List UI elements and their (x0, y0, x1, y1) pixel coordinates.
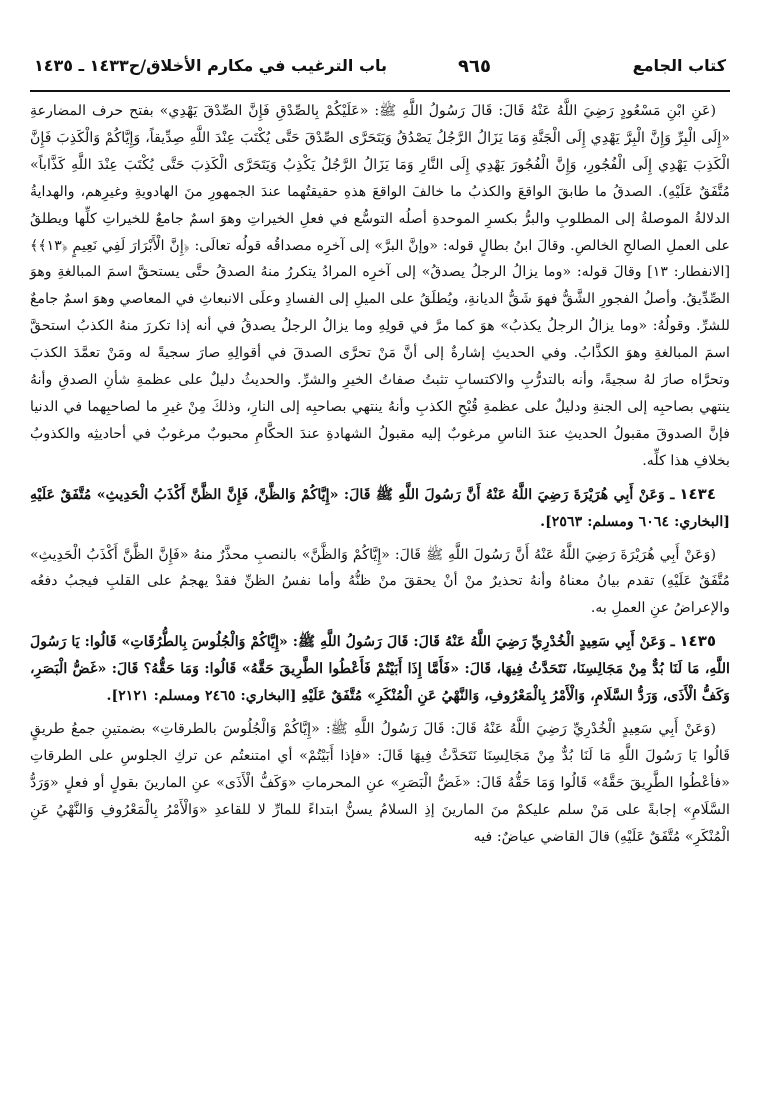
page-body (30, 98, 730, 850)
hadith-1434 (30, 481, 730, 536)
paragraph-text: (وَعَنْ أَبِي سَعِيدٍ الْخُدْرِيِّ رَضِيَ اللَّهُ عَنْهُ قَالَ: قَالَ رَسُولُ اللَّهِ ﷺ: «إِيَّاكُمْ وَالْجُلُوسَ بالطرقاتِ» بضمتينِ جمعُ طريقٍ قَالُوا يَا رَسُولَ اللَّهِ مَا لَنَا بُدٌّ مِنْ مَجَالِسِنَا نَتَحَدَّثُ فِيهَا قَالَ: «فإذا أَبَيْتُمْ» أي امتنعتُم عن تركِ الجلوسِ على الطرقاتِ «فأعْطُوا الطَّرِيقَ حَقَّهُ» قَالُوا وَمَا حَقُّهُ قَالَ: «غَضُّ الْبَصَرِ» عنِ المحرماتِ «وَكَفُّ الْأَذَى» عنِ المارينَ بقولٍ أو فعلٍ «وَرَدُّ السَّلَامِ» إجابةً على مَنْ سلم عليكمْ منَ المارينَ إذِ السلامُ يسنُّ ابتداءً للمارِّ لا للقاعدِ «وَالْأَمْرُ بِالْمَعْرُوفِ وَالنَّهْيُ عَنِ الْمُنْكَرِ» مُتَّفَقٌ عَلَيْهِ) قالَ القاضي عياضٌ: فيه (30, 720, 730, 845)
hadith-number: ١٤٣٤ (679, 484, 716, 503)
paragraph-text: (وَعَنْ أَبِي هُرَيْرَةَ رَضِيَ اللَّهُ عَنْهُ أَنَّ رَسُولَ اللَّهِ ﷺ قَالَ: «إِيَّاكُمْ وَالظَّنَّ» بالنصبِ محذَّرٌ منهُ «فَإِنَّ الظَّنَّ أَكْذَبُ الْحَدِيثِ» مُتَّفَقٌ عَلَيْهِ) تقدم بيانُ معناهُ وأنهُ تحذيرٌ منْ أنْ يحققَ منْ ظنُّهُ وأما نفسُ الظنِّ فقدْ يهجمُ على القلبِ فيجبُ دفعُه والإعراضُ عنِ العملِ به. (30, 546, 730, 617)
header-divider (30, 90, 730, 92)
hadith-number: ١٤٣٥ (679, 632, 717, 651)
paragraph-text: (عَنِ ابْنِ مَسْعُودٍ رَضِيَ اللَّهُ عَنْهُ قَالَ: قَالَ رَسُولُ اللَّهِ ﷺ: «عَلَيْكُمْ بِالصِّدْقِ فَإِنَّ الصِّدْقَ يَهْدِي» بفتح حرف المضارعةِ «إِلَى الْبِرِّ وَإِنَّ الْبِرَّ يَهْدِي إِلَى الْجَنَّةِ وَمَا يَزَالُ الرَّجُلُ يَصْدُقُ وَيَتَحَرَّى الصِّدْقَ حَتَّى يُكْتَبَ عِنْدَ اللَّهِ صِدِّيقاً، وَإِيَّاكُمْ وَالْكَذِبَ فَإِنَّ الْكَذِبَ يَهْدِي إِلَى الْفُجُورِ، وَإِنَّ الْفُجُورَ يَهْدِي إِلَى النَّارِ وَمَا يَزَالُ الرَّجُلُ يَكْذِبُ وَيَتَحَرَّى الْكَذِبَ حَتَّى يُكْتَبَ عِنْدَ اللَّهِ كَذَّاباً» مُتَّفَقٌ عَلَيْهِ). الصدقُ ما طابقَ الواقعَ والكذبُ ما خالفَ الواقعَ هذهِ حقيقتُهما عندَ الجمهورِ منَ الهادويةِ وغيرِهم، والهدايةُ الدلالةُ الموصلةُ إلى المطلوبِ والبرُّ بكسرِ الموحدةِ أصلُه التوسُّع في فعلِ الخيراتِ وهوَ اسمٌ جامعٌ للخيراتِ كلِّها ويطلقُ على العملِ الصالحِ الخالصِ. وقالَ ابنُ بطالٍ قوله: «وإنَّ البرَّ» إلى آخرِه مصداقُه قولُه تعالَى: ﴿إِنَّ الْأَبْرَارَ لَفِي نَعِيمٍ ﴿١٣﴾﴾ [الانفطار: ١٣] وقالَ قوله: «وما يزالُ الرجلُ يصدقُ» إلى آخرِه المرادُ يتكررُ منهُ الصدقُ حتَّى يستحقَّ اسمَ المبالغةِ وهوَ الصِّدِّيقُ. وأصلُ الفجورِ الشَّقُّ فهوَ شَقُّ الديانةِ، ويُطلَقُ على الميلِ إلى الفسادِ وعلَى الانبعاثِ في المعاصي وهوَ اسمٌ جامعٌ للشرِّ. وقولُهُ: «وما يزالُ الرجلُ يكذبُ» هوَ كما مرَّ في قولِهِ وما يزالُ الرجلُ يصدقُ في أنه إذا تكررَ منهُ الكذبُ استحقَّ اسمَ المبالغةِ وهوَ الكذَّابُ. وفي الحديثِ إشارةٌ إلى أنَّ مَنْ تحرَّى الصدقَ في أقوالِهِ صارَ سجيةً له ومَنْ تعمَّدَ الكذبَ وتحرَّاه صارَ لهُ سجيةً، وأنه بالتدرُّبِ والاكتسابِ تثبتُ صفاتُ الخيرِ والشرِّ. والحديثُ دليلٌ على عظمةِ شأنِ الصدقِ وأنهُ ينتهي بصاحبِه إلى الجنةِ ودليلٌ على عظمةِ قُبْحِ الكذبِ وأنهُ ينتهي بصاحبِه إلى النارِ، وذلكَ مِنْ غيرِ ما لصاحبِهما في الدنيا فإنَّ الصدوقَ مقبولُ الحديثِ عندَ الناسِ مرغوبٌ إليه مقبولُ الشهادةِ عندَ الحكَّامِ محبوبٌ مرغوبٌ في أحاديثِه والكذوبُ بخلافِ هذا كلِّه. (30, 103, 730, 469)
running-header (34, 52, 726, 82)
commentary-paragraph-abu-said (30, 716, 730, 851)
page-number: ٩٦٥ (458, 56, 491, 77)
header-book-title: كتاب الجامع (632, 56, 726, 75)
hadith-text: ـ وَعَنْ أَبِي هُرَيْرَةَ رَضِيَ اللَّهُ عَنْهُ أَنَّ رَسُولَ اللَّهِ ﷺ قَالَ: «إِيَّاكُمْ وَالظَّنَّ، فَإِنَّ الظَّنَّ أَكْذَبُ الْحَدِيثِ» مُتَّفَقٌ عَلَيْهِ [البخاري: ٦٠٦٤ ومسلم: ٢٥٦٣]. (30, 486, 730, 530)
hadith-text: ـ وَعَنْ أَبِي سَعِيدٍ الْخُدْرِيِّ رَضِيَ اللَّهُ عَنْهُ قَالَ: قَالَ رَسُولُ اللَّهِ ﷺ: «إِيَّاكُمْ وَالْجُلُوسَ بِالطُّرُقَاتِ» قَالُوا: يَا رَسُولَ اللَّهِ، مَا لَنَا بُدٌّ مِنْ مَجَالِسِنَا، نَتَحَدَّثُ فِيهَا، قَالَ: «فَأَمَّا إِذَا أَبَيْتُمْ فَأَعْطُوا الطَّرِيقَ حَقَّهُ» قَالُوا: وَمَا حَقُّهُ؟ قَالَ: «غَضُّ الْبَصَرِ، وَكَفُّ الْأَذَى، وَرَدُّ السَّلَامِ، وَالْأَمْرُ بِالْمَعْرُوفِ، وَالنَّهْيُ عَنِ الْمُنْكَرِ» مُتَّفَقٌ عَلَيْهِ [البخاري: ٢٤٦٥ ومسلم: ٢١٢١]. (30, 634, 730, 705)
header-chapter-title: باب الترغيب في مكارم الأخلاق/ح١٤٣٣ ـ ١٤٣٥ (34, 56, 388, 75)
commentary-paragraph-abu-hurayra (30, 542, 730, 623)
commentary-paragraph-ibn-masud (30, 98, 730, 475)
hadith-1435 (30, 628, 730, 710)
book-page (30, 46, 730, 1096)
